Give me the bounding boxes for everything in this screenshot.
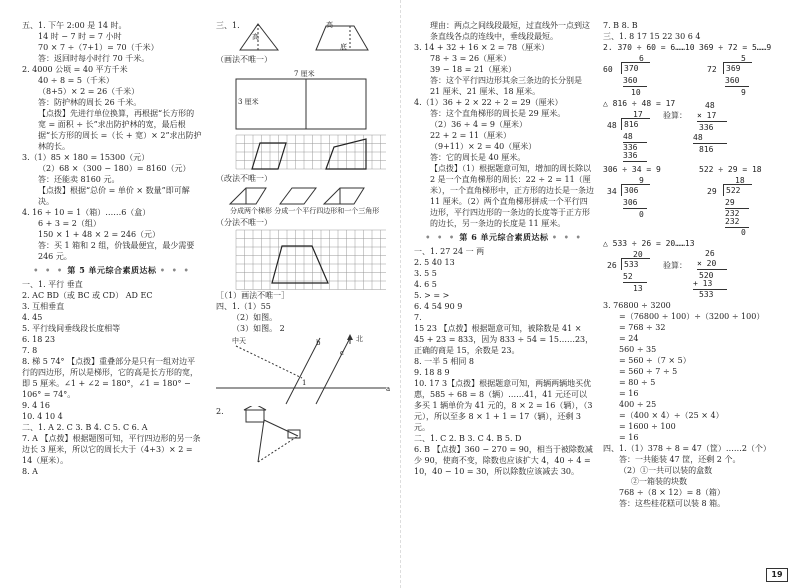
- line-label: c: [340, 349, 344, 357]
- answer-line: 150 × 1 + 48 × 2 = 246（元）: [38, 230, 161, 239]
- answer-line: 22 + 2 = 11（厘米）: [430, 131, 512, 140]
- remainder: 9: [741, 88, 746, 97]
- section-title: 第 6 单元综合素质达标: [459, 232, 549, 242]
- page-fold-divider: [400, 0, 402, 588]
- answer-line: 8. 梯 5 74° 【点拨】重叠部分是只有一组对边平行的四边形，所以是梯形，它的高是长方形的宽，即 5 厘米。∠1 + ∠2 = 180°，∠1 = 180° − 106° = 74°。: [22, 357, 198, 399]
- long-division-row-4: [603, 238, 783, 300]
- tip-note: 6. B 【点拨】360 − 270 = 90，相当于被除数减少 90，使商不变，除数也应该扩大 4，40 ÷ 4 = 10，40 − 10 = 30，所以除数应该减去 30。: [414, 445, 593, 476]
- north-label: 北: [356, 335, 363, 343]
- quotient: 6: [639, 54, 644, 63]
- answer-line: = 1600 ÷ 100: [619, 422, 676, 431]
- parallel-lines-figure: [216, 334, 396, 406]
- divisor: 60: [603, 65, 613, 74]
- partial: 336: [699, 123, 714, 132]
- result: 816: [699, 145, 714, 154]
- answer-line: 7.: [414, 313, 422, 322]
- answer-line: 45 + 23 = 833，因为 833 ÷ 54 = 15……23，正确的商是 15，余数是 23。: [414, 335, 594, 355]
- answer-line: 三、1.: [216, 21, 240, 30]
- long-division-row-1: 2. 370 ÷ 60 = 6……10 6 60 370 360 10 369 ÷ 72 = 5……9 5 72 369 360 9: [603, 43, 772, 97]
- dividend: 370: [621, 62, 650, 74]
- section-header: • • • 第 6 单元综合素质达标 • • •: [425, 232, 583, 242]
- answer-line: 3.（1）85 × 180 = 15300（元）: [22, 153, 150, 162]
- answer-line: （3）如图。 2: [232, 324, 285, 333]
- answer-column-2: [216, 20, 396, 466]
- answer-line: 三、1. 8 17 15 22 30 6 4: [603, 32, 701, 41]
- divisor: 26: [607, 261, 617, 270]
- answer-line: 4. 16 ÷ 10 = 1（箱）……6（盒）: [22, 208, 151, 217]
- product-line: 360: [623, 75, 647, 87]
- answer-line: 7. B 8. B: [603, 21, 638, 30]
- height-label: 高: [252, 33, 259, 41]
- answer-column-3: [414, 20, 594, 477]
- answer-line: 理由：两点之间线段最短，过直线外一点到这条直线各点的连线中，垂线段最短。: [430, 21, 590, 41]
- height-label: 高: [326, 21, 333, 29]
- partial: 48: [693, 132, 727, 144]
- answer-line: （2）①一共可以装的盒数: [619, 466, 713, 475]
- answer-line: 一、1. 27 24 一 两: [414, 247, 485, 256]
- answer-line: （2）如图。: [232, 313, 278, 322]
- answer-line: 70 × 7 ÷（7+1）= 70（千米）: [38, 43, 159, 52]
- answer-line: = 560 ÷ 7 ÷ 5: [619, 367, 678, 376]
- answer-line: 5. > = >: [414, 291, 450, 300]
- partial: 336: [623, 143, 638, 152]
- answer-line: 四、1.（1）55: [216, 302, 271, 311]
- quotient: 17: [633, 110, 643, 119]
- grid-figure-2: [216, 228, 396, 290]
- answer-line: 560 ÷ 35: [619, 345, 657, 354]
- tip-note: 10. 17 3【点拨】根据题意可知，两辆两辆地买优惠，585 ÷ 68 = 8（辆）……41，41 元还可以多买 1 辆单价为 41 元的，8 × 2 = 16（辆），（3 元），所以至多 8 × 1 + 1 = 17（辆），还剩 3 元。: [414, 379, 593, 432]
- answer-line: （2）68 ×（300 − 180）= 8160（元）: [38, 164, 191, 173]
- answer-line: 39 − 18 = 21（厘米）: [430, 65, 517, 74]
- result: 533: [699, 290, 714, 299]
- equation: 522 ÷ 29 = 18: [699, 165, 762, 174]
- divisor: 48: [607, 121, 617, 130]
- partial: 520: [699, 271, 714, 280]
- path-figure: [216, 406, 396, 466]
- answer-line: 5. 平行线间垂线段长度相等: [22, 324, 121, 333]
- product-line: 48: [623, 131, 647, 143]
- answer-line: 答：买 1 箱和 2 组，价钱最便宜，最少需要 246 元。: [38, 241, 195, 261]
- answer-line: （2）36 ÷ 4 = 9（厘米）: [430, 120, 528, 129]
- answer-line: ②一箱装的块数: [631, 477, 687, 486]
- answer-line: 3. 互相垂直: [22, 302, 65, 311]
- answer-line: = 560 ÷（7 × 5）: [619, 356, 691, 365]
- product-line: 360: [725, 75, 749, 87]
- quotient: 20: [633, 250, 643, 259]
- note-line: （分法不唯一）: [216, 218, 272, 227]
- dividend: 533: [621, 258, 650, 270]
- note-line: （改法不唯一）: [216, 174, 272, 183]
- tip-note: 15 23 【点拨】根据题意可知，被除数是 41 ×: [414, 324, 582, 333]
- grid-figure-1: [216, 133, 396, 173]
- split-shapes-figure: [216, 184, 396, 206]
- answer-line: 一、1. 平行 垂直: [22, 280, 83, 289]
- answer-line: 768 ÷（8 × 12）= 8（箱）: [619, 488, 725, 497]
- product-line: 232: [725, 216, 749, 228]
- tip-note: 【点拨】根据“总价 = 单价 × 数量”即可解决。: [38, 186, 190, 206]
- answer-line: 2. 4000 公顷 = 40 平方千米: [22, 65, 128, 74]
- answer-line: 答：它的周长是 40 厘米。: [430, 153, 526, 162]
- answer-line: 2. 5 40 13: [414, 258, 455, 267]
- answer-line: 7. 8: [22, 346, 38, 355]
- quotient: 5: [741, 54, 746, 63]
- multiplicand: 48: [705, 101, 715, 110]
- tip-note: 【点拨】（1）根据题意可知，增加的周长除以 2 是一个直角梯形的周长：22 ÷ 2 = 11（厘米），一个直角梯形中，正方形的边长是一条边 11 厘米。（2）两个直角梯形拼成一个平行四边形，平行四边形的一条边的长度等于正方形的边长，另一条边的长度是 11 厘米。: [430, 164, 594, 228]
- divisor: 34: [607, 187, 617, 196]
- long-division-row-2: [603, 98, 783, 164]
- dividend: 522: [723, 184, 752, 196]
- answer-line: 答：这些桂花糕可以装 8 箱。: [619, 499, 726, 508]
- product-line: 52: [623, 271, 647, 283]
- rectangle-figure: [216, 67, 396, 131]
- line-label: b: [316, 339, 321, 347]
- multiplicand: 26: [705, 249, 715, 258]
- answer-line: 78 ÷ 3 = 26（厘米）: [430, 54, 512, 63]
- equation: △ 816 ÷ 48 = 17: [603, 99, 676, 108]
- answer-line: （9+11）× 2 = 40（厘米）: [430, 142, 537, 151]
- length-label: 7 厘米: [294, 70, 315, 78]
- answer-line: 6. 18 23: [22, 335, 56, 344]
- check-label: 验算：: [663, 111, 687, 120]
- angle-label: 1: [302, 379, 307, 387]
- answer-line: = 16: [619, 389, 639, 398]
- point-label: 中天: [232, 337, 246, 345]
- equation: 369 ÷ 72 = 5……9: [699, 43, 772, 52]
- multiplier: × 20: [697, 258, 727, 270]
- dividend: 369: [723, 62, 752, 74]
- remainder: 13: [633, 284, 643, 293]
- answer-line: 4.（1）36 + 2 × 22 ÷ 2 = 29（厘米）: [414, 98, 563, 107]
- product-line: 306: [623, 197, 647, 209]
- remainder: 10: [631, 88, 641, 97]
- equation: △ 533 ÷ 26 = 20……13: [603, 239, 695, 248]
- answer-line: = 80 ÷ 5: [619, 378, 656, 387]
- answer-line: 10. 4 10 4: [22, 412, 63, 421]
- answer-line: 答：返回时每小时行 70 千米。: [38, 54, 150, 63]
- multiplier: × 17: [697, 110, 727, 122]
- line-label: a: [386, 385, 391, 393]
- answer-line: = 24: [619, 334, 639, 343]
- grid-diagram: [216, 228, 386, 290]
- page-number: 19: [766, 568, 788, 582]
- dividend: 306: [621, 184, 650, 196]
- dividend: 816: [621, 118, 650, 130]
- answer-line: 答：这个平行四边形其余三条边的长分别是 21 厘米、21 厘米、18 厘米。: [430, 76, 582, 96]
- base-label: 底: [340, 43, 347, 51]
- answer-line: 3. 76800 ÷ 3200: [603, 301, 671, 310]
- note-line: ［（1）画法不唯一］: [216, 291, 290, 300]
- section-header: • • • 第 5 单元综合素质达标 • • •: [33, 265, 191, 275]
- answer-line: 3. 14 + 32 + 16 × 2 = 78（厘米）: [414, 43, 550, 52]
- path-diagram: [228, 406, 398, 466]
- remainder: 0: [741, 228, 746, 237]
- width-label: 3 厘米: [238, 98, 259, 106]
- answer-line: 8. A: [22, 467, 38, 476]
- answer-line: 400 ÷ 25: [619, 400, 657, 409]
- answer-line: 9. 18 8 9: [414, 368, 450, 377]
- answer-column-4: [603, 20, 783, 509]
- answer-line: 答：防护林的周长 26 千米。: [38, 98, 142, 107]
- partial: 232: [725, 209, 740, 218]
- figure-caption: 分成两个梯形 分成一个平行四边形和一个三角形: [230, 207, 380, 215]
- quotient: 18: [735, 176, 745, 185]
- answer-line: 40 ÷ 8 = 5（千米）: [38, 76, 114, 85]
- answer-line: 9. 4 16: [22, 401, 50, 410]
- partial: + 13: [693, 278, 727, 290]
- answer-line: 二、1. C 2. B 3. C 4. B 5. D: [414, 434, 522, 443]
- grid-diagram: [216, 133, 386, 173]
- note-line: （画法不唯一）: [216, 55, 272, 64]
- answer-line: 3. 5 5: [414, 269, 437, 278]
- check-label: 验算：: [663, 261, 687, 270]
- answer-line: 8. 一半 5 相同 8: [414, 357, 474, 366]
- answer-column-1: [22, 20, 202, 477]
- answer-line: 答：这个直角梯形的周长是 29 厘米。: [430, 109, 566, 118]
- equation: 306 ÷ 34 = 9: [603, 165, 661, 174]
- answer-line: = 16: [619, 433, 639, 442]
- answer-line: 四、1.（1）378 ÷ 8 = 47（筐）……2（个）: [603, 444, 771, 453]
- long-division-row-3: [603, 164, 783, 238]
- answer-line: 4. 45: [22, 313, 43, 322]
- height-drawing-figure: [216, 20, 396, 54]
- answer-line: =（400 × 4）÷（25 × 4）: [619, 411, 724, 420]
- section-title: 第 5 单元综合素质达标: [67, 265, 157, 275]
- tip-note: 【点拨】先进行单位换算，再根据“长方形的宽 = 面积 ÷ 长”求出防护林的宽，最后根据“长方形的周长 =（长 + 宽）× 2”求出防护林的长。: [38, 109, 202, 151]
- split-shapes-diagram: [216, 184, 386, 206]
- product-line: 336: [623, 150, 647, 162]
- answer-line: 6. 4 54 90 9: [414, 302, 463, 311]
- quotient: 9: [639, 176, 644, 185]
- answer-line: 答：还能卖 8160 元。: [38, 175, 120, 184]
- answer-line: （8+5）× 2 = 26（千米）: [38, 87, 140, 96]
- answer-line: 6 + 3 = 2（组）: [38, 219, 101, 228]
- answer-line: 14 时 − 7 时 = 7 小时: [38, 32, 122, 41]
- answer-line: =（76800 ÷ 100）÷（3200 ÷ 100）: [619, 312, 765, 321]
- divisor: 72: [707, 65, 717, 74]
- product-line: 29: [725, 197, 749, 209]
- answer-line: = 768 ÷ 32: [619, 323, 666, 332]
- answer-line: 4. 6 5: [414, 280, 437, 289]
- answer-line: 7. A 【点拨】根据题图可知，平行四边形的另一条边长 3 厘米，所以它的周长大于（4+3）× 2 = 14（厘米）。: [22, 434, 201, 465]
- answer-line: 五、1. 下午 2:00 是 14 时。: [22, 21, 127, 30]
- divisor: 29: [707, 187, 717, 196]
- remainder: 0: [639, 210, 644, 219]
- answer-line: 二、1. A 2. C 3. B 4. C 5. C 6. A: [22, 423, 148, 432]
- answer-line: 2. AC BD（或 BC 或 CD） AD EC: [22, 291, 153, 300]
- answer-line: 2.: [216, 407, 224, 416]
- answer-line: 答：一共能装 47 筐，还剩 2 个。: [619, 455, 741, 464]
